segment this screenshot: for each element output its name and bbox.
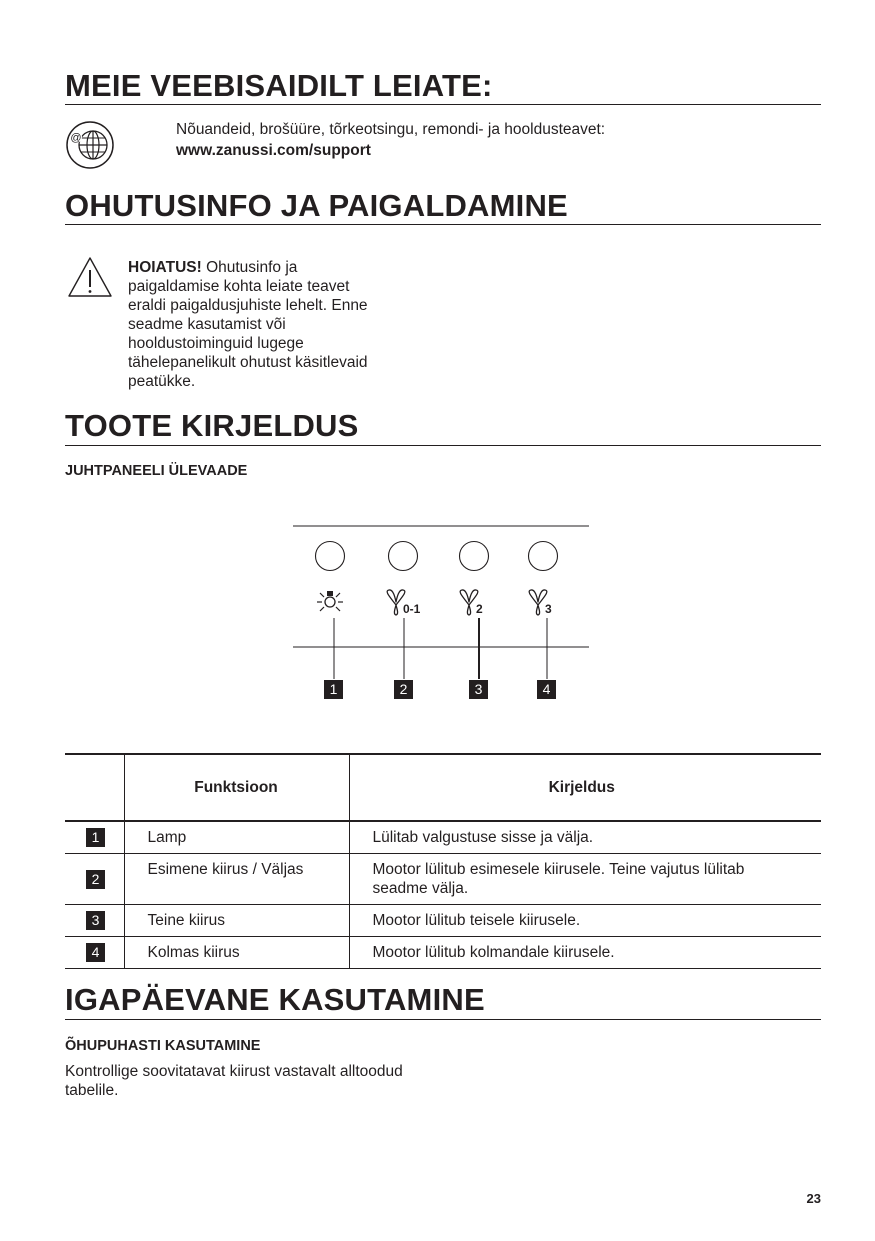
support-link[interactable]: www.zanussi.com/support (176, 142, 371, 159)
hood-usage-line: tabelile. (65, 1082, 119, 1099)
fan-speed-label: 0-1 (403, 602, 421, 616)
row-function: Kolmas kiirus (124, 937, 349, 969)
web-globe-icon (65, 120, 115, 170)
section-title-daily-use: IGAPÄEVANE KASUTAMINE (65, 982, 485, 1017)
table-header-row (65, 754, 821, 821)
panel-button-2 (389, 542, 418, 571)
callout-badge-4: 4 (537, 680, 556, 699)
row-description: Lülitab valgustuse sisse ja välja. (372, 829, 594, 846)
divider (65, 445, 821, 446)
fan-icon (529, 590, 552, 616)
table-row (65, 905, 821, 937)
warning-line: tähelepanelikult ohutust käsitlevaid (128, 354, 368, 371)
divider (65, 104, 821, 105)
support-info-text: Nõuandeid, brošüüre, tõrkeotsingu, remondi- ja hooldusteavet: (176, 121, 606, 138)
table-header-function: Funktsioon (124, 754, 349, 821)
warning-line: Ohutusinfo ja (206, 259, 298, 276)
fan-icon (460, 590, 483, 616)
warning-line: eraldi paigaldusjuhiste lehelt. Enne (128, 297, 368, 314)
table-header-description: Kirjeldus (548, 778, 615, 796)
row-number-badge: 1 (86, 828, 105, 847)
fan-speed-label: 3 (545, 602, 552, 616)
lamp-icon (317, 591, 343, 611)
row-number-badge: 2 (86, 870, 105, 889)
panel-button-3 (460, 542, 489, 571)
table-row (65, 821, 821, 854)
control-panel-diagram (293, 525, 589, 705)
row-function: Teine kiirus (124, 905, 349, 937)
callout-badge-1: 1 (324, 680, 343, 699)
callout-badge-2: 2 (394, 680, 413, 699)
row-function: Lamp (124, 821, 349, 854)
panel-button-1 (316, 542, 345, 571)
row-function: Esimene kiirus / Väljas (124, 854, 349, 905)
panel-button-4 (529, 542, 558, 571)
hood-usage-line: Kontrollige soovitatavat kiirust vastavalt alltoodud (65, 1063, 403, 1080)
warning-line: hooldustoiminguid lugege (128, 335, 304, 352)
hood-usage-subtitle: ÕHUPUHASTI KASUTAMINE (65, 1038, 261, 1054)
warning-triangle-icon (67, 256, 113, 298)
svg-text:@: @ (70, 132, 82, 144)
fan-icon (387, 590, 421, 616)
row-description: Mootor lülitub kolmandale kiirusele. (372, 944, 615, 961)
control-panel-subtitle: JUHTPANEELI ÜLEVAADE (65, 463, 248, 479)
divider (65, 224, 821, 225)
page-number: 23 (806, 1191, 821, 1206)
warning-text-block (128, 258, 398, 391)
warning-label: HOIATUS! (128, 259, 202, 276)
section-title-product: TOOTE KIRJELDUS (65, 408, 359, 443)
warning-line: paigaldamise kohta leiate teavet (128, 278, 350, 295)
callout-badge-3: 3 (469, 680, 488, 699)
table-header-num (65, 754, 124, 821)
row-description: Mootor lülitub teisele kiirusele. (372, 912, 581, 929)
hood-usage-text (65, 1062, 403, 1100)
section-title-safety: OHUTUSINFO JA PAIGALDAMINE (65, 188, 568, 223)
fan-speed-label: 2 (476, 602, 483, 616)
section-title-website: MEIE VEEBISAIDILT LEIATE: (65, 68, 493, 103)
warning-line: seadme kasutamist või (128, 316, 286, 333)
warning-line: peatükke. (128, 373, 196, 390)
row-number-badge: 4 (86, 943, 105, 962)
row-description: Mootor lülitub esimesele kiirusele. Teine vajutus lülitab seadme välja. (372, 861, 745, 897)
row-number-badge: 3 (86, 911, 105, 930)
functions-table (65, 753, 821, 969)
table-row (65, 937, 821, 969)
divider (65, 1019, 821, 1020)
table-row (65, 854, 821, 905)
